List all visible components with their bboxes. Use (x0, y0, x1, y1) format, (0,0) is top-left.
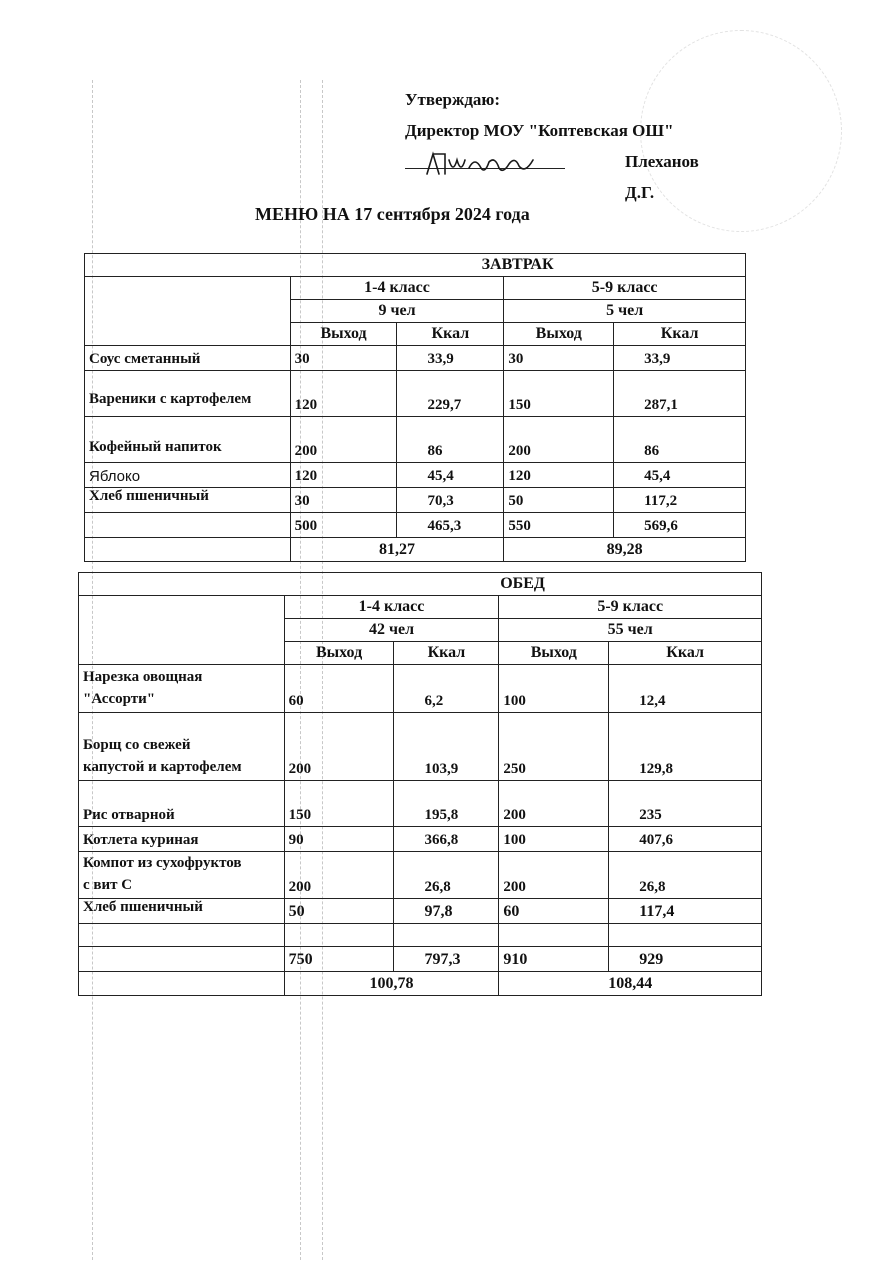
column-header-output: Выход (284, 642, 394, 665)
dish-name-line: с вит С (83, 877, 133, 893)
table-row (85, 417, 746, 463)
class-label: 1-4 класс (290, 277, 504, 300)
output-value: 50 (504, 488, 614, 513)
cost-value: 81,27 (290, 538, 504, 562)
class-label: 1-4 класс (284, 596, 499, 619)
column-header-output: Выход (499, 642, 609, 665)
dish-name: Вареники с картофелем (85, 371, 291, 417)
total-row (79, 947, 762, 972)
dish-name: Соус сметанный (85, 346, 291, 371)
section-spacer (85, 254, 291, 277)
empty-cell (79, 924, 285, 947)
total-kcal: 797,3 (394, 947, 499, 972)
approve-label: Утверждаю: (405, 90, 501, 109)
output-value: 30 (290, 346, 397, 371)
dish-name-line: "Ассорти" (83, 691, 156, 707)
dish-name-line: Борщ со свежей (83, 737, 191, 753)
table-row (79, 781, 762, 827)
people-count: 5 чел (504, 300, 746, 323)
output-value: 120 (290, 463, 397, 488)
dish-name (79, 665, 285, 713)
output-value: 200 (290, 417, 397, 463)
dish-name-line: Компот из сухофруктов (83, 855, 242, 871)
dish-name-line: капустой и картофелем (83, 759, 242, 775)
output-value: 120 (504, 463, 614, 488)
column-header-kcal: Ккал (609, 642, 762, 665)
column-header-output: Выход (290, 323, 397, 346)
director-line: Директор МОУ "Коптевская ОШ" (405, 121, 674, 140)
kcal-value: 97,8 (394, 899, 499, 924)
table-row (85, 488, 746, 513)
total-row (85, 513, 746, 538)
output-value: 60 (284, 665, 394, 713)
kcal-value: 26,8 (394, 852, 499, 899)
cost-label-blank (85, 538, 291, 562)
kcal-value: 235 (609, 781, 762, 827)
total-kcal: 569,6 (614, 513, 746, 538)
kcal-value: 86 (614, 417, 746, 463)
cost-label-blank (79, 972, 285, 996)
header-blank (79, 596, 285, 665)
output-value: 250 (499, 713, 609, 781)
column-header-output: Выход (504, 323, 614, 346)
output-value: 150 (504, 371, 614, 417)
kcal-value: 229,7 (397, 371, 504, 417)
kcal-value: 33,9 (397, 346, 504, 371)
class-label: 5-9 класс (504, 277, 746, 300)
output-value: 90 (284, 827, 394, 852)
column-header-kcal: Ккал (394, 642, 499, 665)
header-blank (85, 277, 291, 346)
output-value: 100 (499, 827, 609, 852)
breakfast-table (84, 253, 746, 562)
dish-name: Яблоко (85, 463, 291, 488)
kcal-value: 366,8 (394, 827, 499, 852)
table-row (85, 346, 746, 371)
dish-name-line: Нарезка овощная (83, 669, 203, 685)
total-output: 550 (504, 513, 614, 538)
breakfast-section-title: ЗАВТРАК (290, 254, 745, 277)
output-value: 50 (284, 899, 394, 924)
output-value: 60 (499, 899, 609, 924)
total-output: 750 (284, 947, 394, 972)
empty-cell (284, 924, 394, 947)
cost-row (79, 972, 762, 996)
total-label-blank (79, 947, 285, 972)
dish-name: Кофейный напиток (85, 417, 291, 463)
kcal-value: 407,6 (609, 827, 762, 852)
table-row (85, 371, 746, 417)
table-row (79, 665, 762, 713)
column-header-kcal: Ккал (397, 323, 504, 346)
signature-row (405, 146, 699, 202)
table-row (79, 827, 762, 852)
lunch-section-title: ОБЕД (284, 573, 761, 596)
cost-value: 89,28 (504, 538, 746, 562)
kcal-value: 45,4 (397, 463, 504, 488)
empty-cell (394, 924, 499, 947)
class-label: 5-9 класс (499, 596, 762, 619)
cost-value: 100,78 (284, 972, 499, 996)
table-row (79, 713, 762, 781)
output-value: 120 (290, 371, 397, 417)
dish-name: Котлета куриная (79, 827, 285, 852)
signer-name: Плеханов Д.Г. (625, 152, 699, 202)
empty-cell (609, 924, 762, 947)
output-value: 30 (290, 488, 397, 513)
table-row (79, 852, 762, 899)
dish-name: Хлеб пшеничный (79, 899, 285, 924)
people-count: 42 чел (284, 619, 499, 642)
output-value: 200 (499, 852, 609, 899)
page-title: МЕНЮ НА 17 сентября 2024 года (255, 204, 530, 224)
handwritten-signature (423, 148, 543, 178)
kcal-value: 117,4 (609, 899, 762, 924)
output-value: 30 (504, 346, 614, 371)
dish-name (79, 713, 285, 781)
kcal-value: 103,9 (394, 713, 499, 781)
column-header-kcal: Ккал (614, 323, 746, 346)
total-output: 910 (499, 947, 609, 972)
section-spacer (79, 573, 285, 596)
kcal-value: 26,8 (609, 852, 762, 899)
kcal-value: 33,9 (614, 346, 746, 371)
output-value: 100 (499, 665, 609, 713)
table-row (79, 899, 762, 924)
people-count: 9 чел (290, 300, 504, 323)
kcal-value: 45,4 (614, 463, 746, 488)
empty-row (79, 924, 762, 947)
kcal-value: 117,2 (614, 488, 746, 513)
dish-name: Рис отварной (79, 781, 285, 827)
kcal-value: 12,4 (609, 665, 762, 713)
total-output: 500 (290, 513, 397, 538)
approval-block (405, 84, 699, 202)
total-kcal: 929 (609, 947, 762, 972)
output-value: 200 (504, 417, 614, 463)
dish-name (79, 852, 285, 899)
output-value: 200 (499, 781, 609, 827)
dish-name: Хлеб пшеничный (85, 488, 291, 513)
output-value: 150 (284, 781, 394, 827)
kcal-value: 86 (397, 417, 504, 463)
kcal-value: 70,3 (397, 488, 504, 513)
kcal-value: 129,8 (609, 713, 762, 781)
kcal-value: 287,1 (614, 371, 746, 417)
kcal-value: 6,2 (394, 665, 499, 713)
output-value: 200 (284, 713, 394, 781)
total-label-blank (85, 513, 291, 538)
lunch-table (78, 572, 762, 996)
cost-value: 108,44 (499, 972, 762, 996)
kcal-value: 195,8 (394, 781, 499, 827)
cost-row (85, 538, 746, 562)
people-count: 55 чел (499, 619, 762, 642)
table-row (85, 463, 746, 488)
output-value: 200 (284, 852, 394, 899)
total-kcal: 465,3 (397, 513, 504, 538)
empty-cell (499, 924, 609, 947)
